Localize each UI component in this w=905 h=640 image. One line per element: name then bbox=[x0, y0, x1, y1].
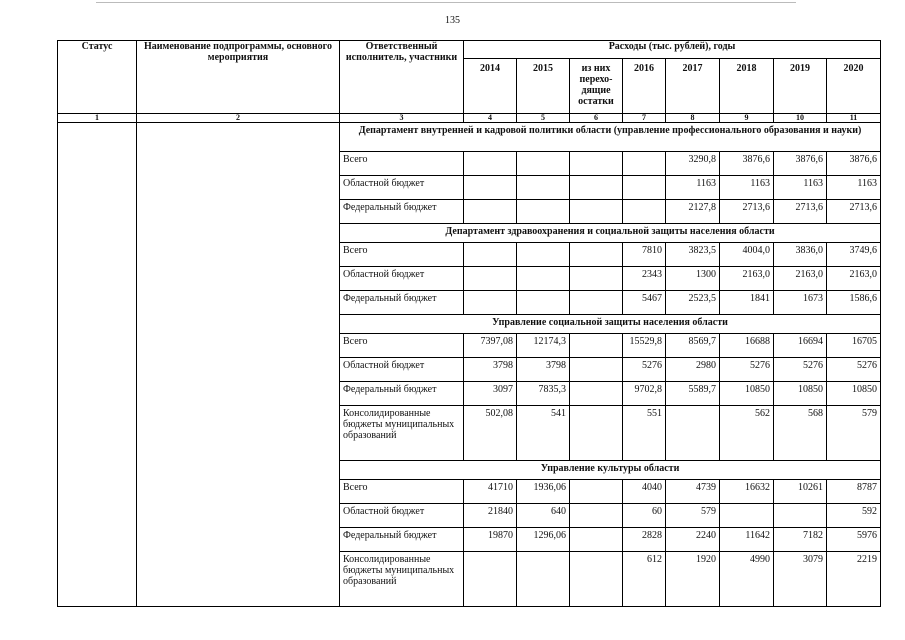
department-title: Департамент здравоохранения и социальной защиты населения области bbox=[340, 224, 881, 243]
value-cell: 5276 bbox=[623, 358, 666, 382]
column-number: 8 bbox=[666, 114, 720, 123]
value-cell: 5589,7 bbox=[666, 382, 720, 406]
header-year: 2019 bbox=[774, 59, 827, 114]
value-cell: 2163,0 bbox=[720, 267, 774, 291]
value-cell bbox=[774, 504, 827, 528]
row-label: Всего bbox=[340, 152, 464, 176]
value-cell: 10261 bbox=[774, 480, 827, 504]
value-cell: 9702,8 bbox=[623, 382, 666, 406]
value-cell: 4040 bbox=[623, 480, 666, 504]
value-cell: 612 bbox=[623, 552, 666, 607]
value-cell: 3290,8 bbox=[666, 152, 720, 176]
row-label: Областной бюджет bbox=[340, 504, 464, 528]
value-cell: 4004,0 bbox=[720, 243, 774, 267]
header-year: 2017 bbox=[666, 59, 720, 114]
value-cell bbox=[570, 200, 623, 224]
value-cell: 2713,6 bbox=[774, 200, 827, 224]
value-cell: 541 bbox=[517, 406, 570, 461]
value-cell: 1936,06 bbox=[517, 480, 570, 504]
value-cell: 2713,6 bbox=[720, 200, 774, 224]
value-cell: 5976 bbox=[827, 528, 881, 552]
value-cell bbox=[464, 291, 517, 315]
value-cell bbox=[623, 200, 666, 224]
value-cell bbox=[464, 243, 517, 267]
value-cell bbox=[517, 243, 570, 267]
value-cell: 3749,6 bbox=[827, 243, 881, 267]
value-cell bbox=[570, 406, 623, 461]
value-cell: 5276 bbox=[720, 358, 774, 382]
value-cell: 7182 bbox=[774, 528, 827, 552]
value-cell: 3876,6 bbox=[827, 152, 881, 176]
value-cell bbox=[570, 358, 623, 382]
value-cell: 15529,8 bbox=[623, 334, 666, 358]
header-name: Наименование подпрограммы, основного мероприятия bbox=[137, 41, 340, 114]
header-executor: Ответственный исполнитель, участники bbox=[340, 41, 464, 114]
value-cell bbox=[570, 243, 623, 267]
header-year: 2016 bbox=[623, 59, 666, 114]
value-cell: 3876,6 bbox=[720, 152, 774, 176]
value-cell: 3079 bbox=[774, 552, 827, 607]
row-label: Всего bbox=[340, 480, 464, 504]
column-number: 11 bbox=[827, 114, 881, 123]
value-cell bbox=[720, 504, 774, 528]
value-cell: 7835,3 bbox=[517, 382, 570, 406]
row-label: Консолидированные бюджеты муниципальных образований bbox=[340, 552, 464, 607]
header-year: 2020 bbox=[827, 59, 881, 114]
value-cell bbox=[623, 176, 666, 200]
value-cell: 3876,6 bbox=[774, 152, 827, 176]
column-number: 1 bbox=[58, 114, 137, 123]
row-label: Консолидированные бюджеты муниципальных образований bbox=[340, 406, 464, 461]
value-cell: 1673 bbox=[774, 291, 827, 315]
value-cell: 3798 bbox=[464, 358, 517, 382]
value-cell: 1300 bbox=[666, 267, 720, 291]
value-cell bbox=[464, 552, 517, 607]
value-cell: 3836,0 bbox=[774, 243, 827, 267]
department-title: Управление социальной защиты населения области bbox=[340, 315, 881, 334]
column-number: 7 bbox=[623, 114, 666, 123]
column-number: 2 bbox=[137, 114, 340, 123]
row-label: Федеральный бюджет bbox=[340, 382, 464, 406]
value-cell: 579 bbox=[666, 504, 720, 528]
value-cell bbox=[570, 504, 623, 528]
value-cell: 502,08 bbox=[464, 406, 517, 461]
header-status: Статус bbox=[58, 41, 137, 114]
value-cell: 2240 bbox=[666, 528, 720, 552]
value-cell bbox=[517, 267, 570, 291]
value-cell bbox=[517, 552, 570, 607]
value-cell: 2523,5 bbox=[666, 291, 720, 315]
value-cell: 1163 bbox=[827, 176, 881, 200]
value-cell bbox=[517, 152, 570, 176]
value-cell: 16694 bbox=[774, 334, 827, 358]
value-cell: 640 bbox=[517, 504, 570, 528]
value-cell: 16705 bbox=[827, 334, 881, 358]
column-number: 4 bbox=[464, 114, 517, 123]
column-number: 3 bbox=[340, 114, 464, 123]
column-number: 5 bbox=[517, 114, 570, 123]
value-cell: 568 bbox=[774, 406, 827, 461]
value-cell bbox=[570, 176, 623, 200]
value-cell: 2713,6 bbox=[827, 200, 881, 224]
row-label: Федеральный бюджет bbox=[340, 200, 464, 224]
row-label: Федеральный бюджет bbox=[340, 291, 464, 315]
value-cell: 2980 bbox=[666, 358, 720, 382]
row-label: Областной бюджет bbox=[340, 358, 464, 382]
value-cell: 2828 bbox=[623, 528, 666, 552]
value-cell bbox=[517, 176, 570, 200]
value-cell bbox=[464, 267, 517, 291]
value-cell: 592 bbox=[827, 504, 881, 528]
value-cell: 2219 bbox=[827, 552, 881, 607]
value-cell bbox=[623, 152, 666, 176]
value-cell bbox=[464, 176, 517, 200]
value-cell bbox=[517, 200, 570, 224]
value-cell bbox=[570, 334, 623, 358]
value-cell: 60 bbox=[623, 504, 666, 528]
value-cell: 2163,0 bbox=[827, 267, 881, 291]
value-cell: 1163 bbox=[666, 176, 720, 200]
value-cell bbox=[570, 152, 623, 176]
value-cell bbox=[517, 291, 570, 315]
header-year: 2015 bbox=[517, 59, 570, 114]
department-title: Департамент внутренней и кадровой политики области (управление профессионального образования и науки) bbox=[340, 123, 881, 152]
value-cell bbox=[464, 200, 517, 224]
department-header-row bbox=[58, 123, 881, 152]
value-cell: 1841 bbox=[720, 291, 774, 315]
value-cell: 21840 bbox=[464, 504, 517, 528]
value-cell bbox=[570, 291, 623, 315]
value-cell: 1920 bbox=[666, 552, 720, 607]
value-cell bbox=[570, 552, 623, 607]
value-cell: 2127,8 bbox=[666, 200, 720, 224]
value-cell: 579 bbox=[827, 406, 881, 461]
value-cell: 1296,06 bbox=[517, 528, 570, 552]
status-cell bbox=[58, 123, 137, 607]
value-cell: 7397,08 bbox=[464, 334, 517, 358]
header-year: из них перехо- дящие остатки bbox=[570, 59, 623, 114]
value-cell: 11642 bbox=[720, 528, 774, 552]
value-cell: 3823,5 bbox=[666, 243, 720, 267]
top-rule bbox=[96, 2, 796, 3]
row-label: Всего bbox=[340, 243, 464, 267]
value-cell: 562 bbox=[720, 406, 774, 461]
value-cell: 41710 bbox=[464, 480, 517, 504]
value-cell: 4990 bbox=[720, 552, 774, 607]
value-cell: 8569,7 bbox=[666, 334, 720, 358]
value-cell: 10850 bbox=[720, 382, 774, 406]
department-title: Управление культуры области bbox=[340, 461, 881, 480]
value-cell: 4739 bbox=[666, 480, 720, 504]
value-cell: 1163 bbox=[774, 176, 827, 200]
value-cell: 8787 bbox=[827, 480, 881, 504]
header-row-1 bbox=[58, 41, 881, 59]
value-cell bbox=[570, 267, 623, 291]
column-number: 9 bbox=[720, 114, 774, 123]
row-label: Всего bbox=[340, 334, 464, 358]
row-label: Областной бюджет bbox=[340, 176, 464, 200]
row-label: Федеральный бюджет bbox=[340, 528, 464, 552]
value-cell: 1586,6 bbox=[827, 291, 881, 315]
column-number-row bbox=[58, 114, 881, 123]
value-cell bbox=[464, 152, 517, 176]
value-cell: 10850 bbox=[827, 382, 881, 406]
value-cell: 551 bbox=[623, 406, 666, 461]
value-cell bbox=[570, 382, 623, 406]
name-cell bbox=[137, 123, 340, 607]
page-number: 135 bbox=[445, 15, 460, 26]
header-year: 2014 bbox=[464, 59, 517, 114]
value-cell: 12174,3 bbox=[517, 334, 570, 358]
expenses-table bbox=[57, 40, 881, 607]
value-cell bbox=[570, 528, 623, 552]
value-cell: 5276 bbox=[827, 358, 881, 382]
value-cell bbox=[666, 406, 720, 461]
value-cell: 2343 bbox=[623, 267, 666, 291]
value-cell bbox=[570, 480, 623, 504]
header-year: 2018 bbox=[720, 59, 774, 114]
value-cell: 1163 bbox=[720, 176, 774, 200]
column-number: 10 bbox=[774, 114, 827, 123]
value-cell: 3798 bbox=[517, 358, 570, 382]
value-cell: 16688 bbox=[720, 334, 774, 358]
value-cell: 10850 bbox=[774, 382, 827, 406]
value-cell: 5276 bbox=[774, 358, 827, 382]
header-expenses: Расходы (тыс. рублей), годы bbox=[464, 41, 881, 59]
value-cell: 7810 bbox=[623, 243, 666, 267]
value-cell: 5467 bbox=[623, 291, 666, 315]
row-label: Областной бюджет bbox=[340, 267, 464, 291]
value-cell: 3097 bbox=[464, 382, 517, 406]
value-cell: 16632 bbox=[720, 480, 774, 504]
value-cell: 2163,0 bbox=[774, 267, 827, 291]
column-number: 6 bbox=[570, 114, 623, 123]
value-cell: 19870 bbox=[464, 528, 517, 552]
